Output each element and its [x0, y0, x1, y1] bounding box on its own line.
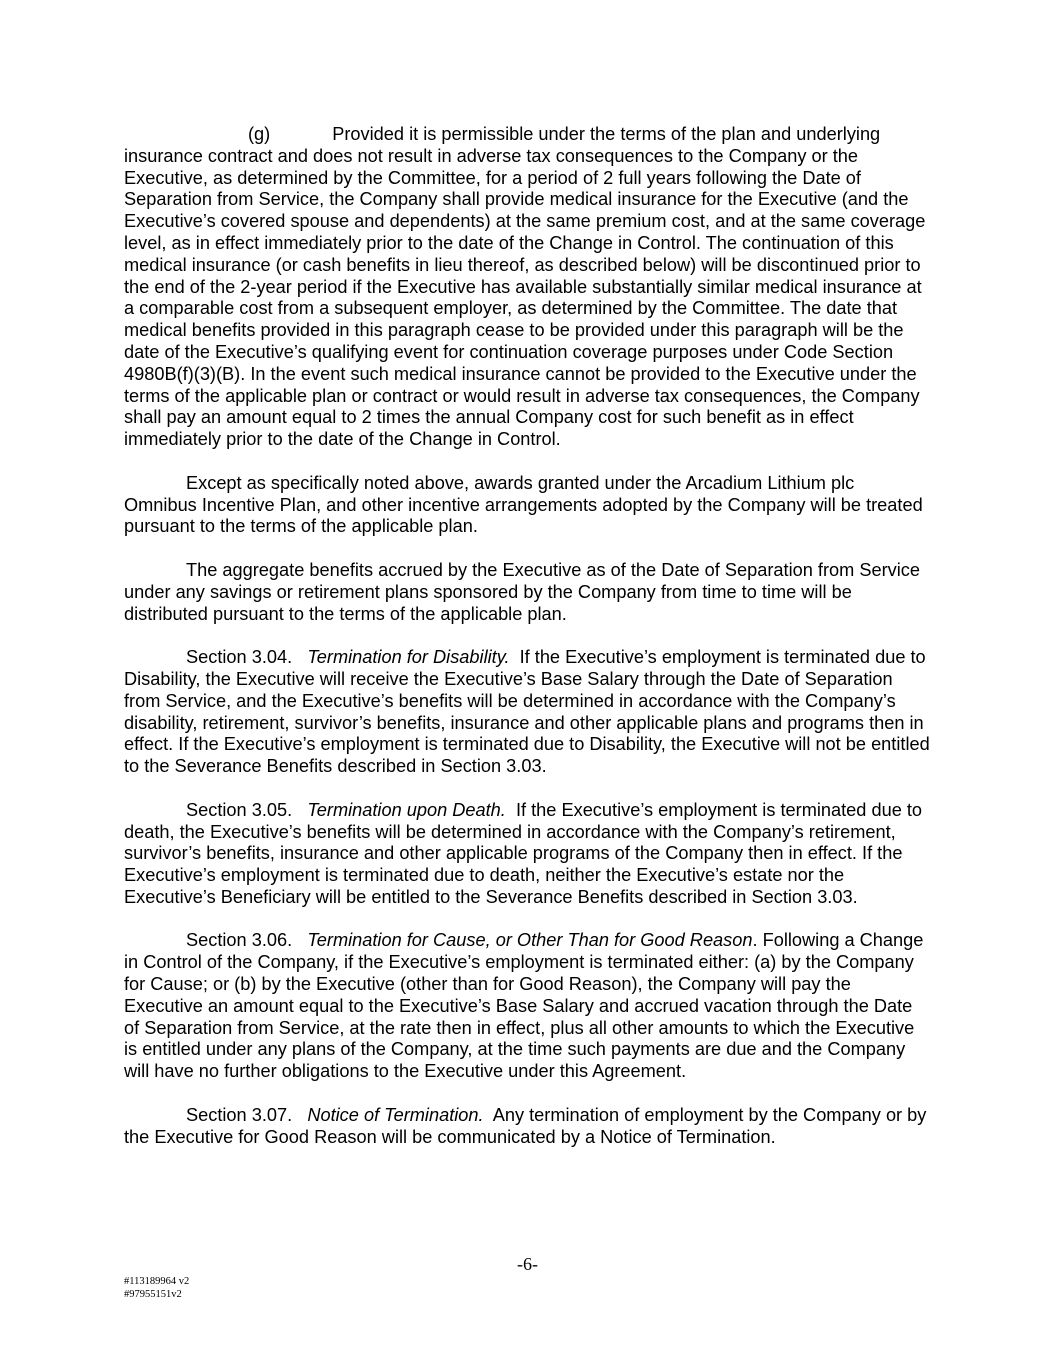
section-text: Any termination of employment by the Company or by the Executive for Good Reason will be communicated by a Notice of Termination.: [124, 1104, 927, 1147]
section-number: Section 3.04.: [186, 647, 293, 668]
doc-id-secondary: #97955151v2: [124, 1288, 182, 1300]
section-3-05: [124, 800, 932, 909]
section-number: Section 3.05.: [186, 799, 293, 820]
paragraph-aggregate-benefits: The aggregate benefits accrued by the Executive as of the Date of Separation from Service under any savings or retirement plans sponsored by the Company from time to time will be distributed pursuant to the terms of the applicable plan.: [124, 559, 920, 624]
section-3-04: [124, 647, 932, 778]
paragraph-g-text: Provided it is permissible under the terms of the plan and underlying insurance contract and does not result in adverse tax consequences to the Company or the Executive, as determined by the Committee, for a period of 2 full years following the Date of Separation from Service, the Company shall provide medical insurance for the Executive (and the Executive’s covered spouse and dependents) at the same premium cost, and at the same coverage level, as in effect immediately prior to the date of the Change in Control. The continuation of this medical insurance (or cash benefits in lieu thereof, as described below) will be discontinued prior to the end of the 2-year period if the Executive has available substantially similar medical insurance at a comparable cost from a subsequent employer, as determined by the Committee. The date that medical benefits provided in this paragraph cease to be provided under this paragraph will be the date of the Executive’s qualifying event for continuation coverage purposes under Code Section 4980B(f)(3)(B). In the event such medical insurance cannot be provided to the Executive under the terms of the applicable plan or contract or would result in adverse tax consequences, the Company shall pay an amount equal to 2 times the annual Company cost for such benefit as in effect immediately prior to the date of the Change in Control.: [124, 124, 926, 450]
section-number: Section 3.07.: [186, 1104, 293, 1125]
document-body: [124, 124, 932, 1170]
paragraph-g: [124, 124, 932, 451]
page-number: -6-: [517, 1254, 538, 1274]
section-text: If the Executive’s employment is terminated due to Disability, the Executive will receive the Executive’s Base Salary through the Date of Separation from Service, and the Executive’s benefits will be determined in accordance with the Company’s disability, retirement, survivor’s benefits, insurance and other applicable plans and programs then in effect. If the Executive’s employment is terminated due to Disability, the Executive will not be entitled to the Severance Benefits described in Section 3.03.: [124, 647, 930, 777]
section-text: If the Executive’s employment is terminated due to death, the Executive’s benefits will be determined in accordance with the Company’s retirement, survivor’s benefits, insurance and other applicable programs of the Company then in effect. If the Executive’s employment is terminated due to death, neither the Executive’s estate nor the Executive’s Beneficiary will be entitled to the Severance Benefits described in Section 3.03.: [124, 799, 923, 907]
section-3-07: [124, 1105, 932, 1149]
doc-id-primary: #113189964 v2: [124, 1276, 190, 1287]
paragraph-awards: Except as specifically noted above, awards granted under the Arcadium Lithium plc Omnibus Incentive Plan, and other incentive arrangements adopted by the Company will be treated pursuant to the terms of the applicable plan.: [124, 472, 923, 537]
section-title: Termination upon Death.: [307, 799, 506, 820]
section-title: Termination for Cause, or Other Than for Good Reason: [307, 930, 753, 951]
section-number: Section 3.06.: [186, 930, 293, 951]
section-3-06: [124, 930, 932, 1083]
section-text: . Following a Change in Control of the Company, if the Executive’s employment is terminated either: (a) by the Company for Cause; or (b) by the Executive (other than for Good Reason), the Company will pay the Executive an amount equal to the Executive’s Base Salary and accrued vacation through the Date of Separation from Service, at the rate then in effect, plus all other amounts to which the Executive is entitled under any plans of the Company, at the time such payments are due and the Company will have no further obligations to the Executive under this Agreement.: [124, 930, 924, 1082]
paragraph-g-label: (g): [248, 124, 271, 144]
document-ids: [124, 1276, 189, 1301]
section-title: Termination for Disability.: [307, 647, 510, 668]
section-title: Notice of Termination.: [307, 1104, 484, 1125]
